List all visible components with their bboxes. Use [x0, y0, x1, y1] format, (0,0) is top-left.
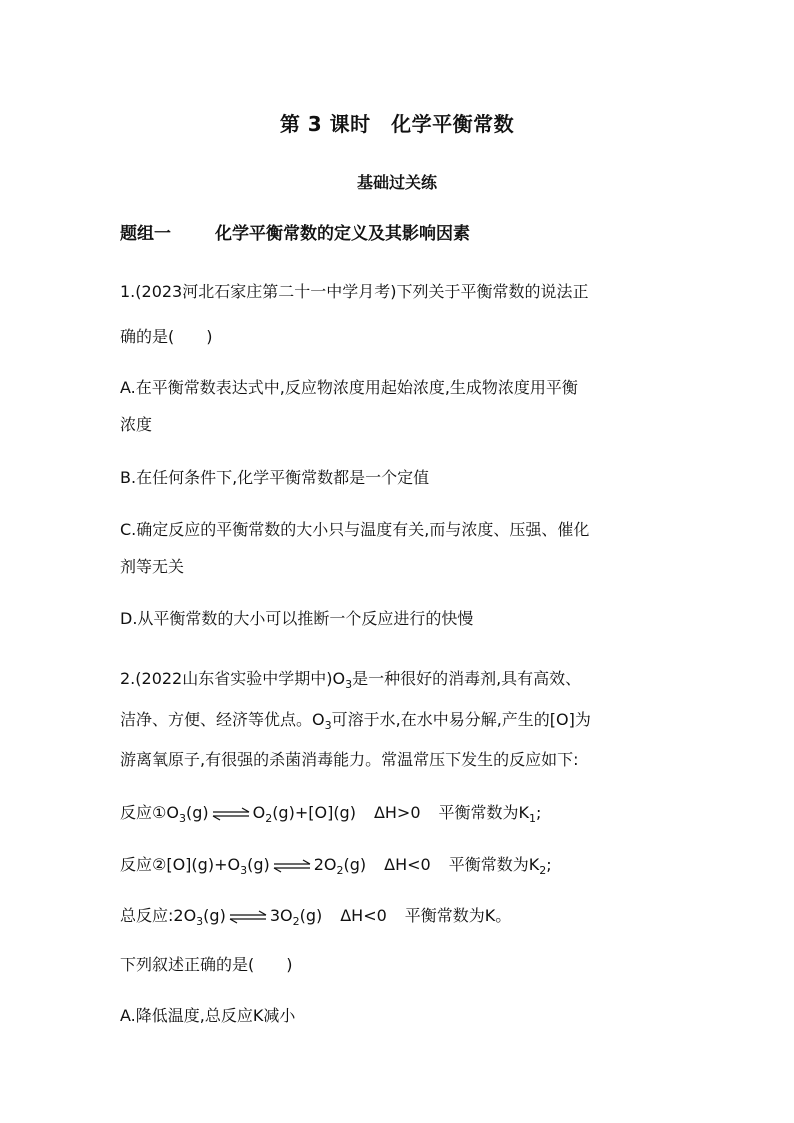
reaction-text: O [252, 803, 266, 822]
enthalpy-change: ΔH<0 [340, 906, 387, 925]
equilibrium-constant-label: 平衡常数为K [448, 855, 540, 874]
q2-stem-text: 可溶于水,在水中易分解,产生的[O]为 [331, 710, 591, 729]
subscript: 1 [529, 812, 537, 825]
subscript: 3 [196, 915, 204, 928]
q2-question-text: 下列叙述正确的是( [120, 955, 255, 974]
reaction-text: ; [546, 855, 552, 874]
q1-option-a-line2: 浓度 [120, 415, 153, 434]
reaction-text: (g) [247, 855, 270, 874]
subscript: 3 [324, 719, 332, 732]
subscript: 2 [336, 864, 344, 877]
q2-stem-text: 2.(2022山东省实验中学期中)O [120, 669, 346, 688]
subscript: 2 [265, 812, 273, 825]
page-title: 第 3 课时 化学平衡常数 [279, 112, 515, 136]
group-text: 化学平衡常数的定义及其影响因素 [215, 224, 470, 244]
reaction-1 [120, 800, 541, 825]
q1-stem-line2 [120, 324, 213, 347]
equilibrium-constant-label: 平衡常数为K。 [404, 906, 512, 925]
question-group-heading [120, 219, 470, 244]
q1-stem-line1: 1.(2023河北石家庄第二十一中学月考)下列关于平衡常数的说法正 [120, 282, 589, 301]
reaction-text: (g) [185, 803, 209, 822]
q2-stem-text: 是一种很好的消毒剂,具有高效、 [352, 669, 582, 688]
subscript: 2 [292, 915, 300, 928]
reaction-total [120, 903, 511, 928]
q1-stem-text: 确的是( [120, 327, 175, 346]
q2-question-close: ) [286, 955, 293, 974]
reaction-text: 3O [269, 906, 293, 925]
reaction-text: 2O [313, 855, 337, 874]
group-label: 题组一 [120, 224, 171, 244]
q1-option-b: B.在任何条件下,化学平衡常数都是一个定值 [120, 468, 430, 487]
reaction-text: ; [536, 803, 542, 822]
q2-stem-line3: 游离氧原子,有很强的杀菌消毒能力。常温常压下发生的反应如下: [120, 750, 579, 769]
q1-option-a-line1: A.在平衡常数表达式中,反应物浓度用起始浓度,生成物浓度用平衡 [120, 378, 578, 397]
q2-option-a: A.降低温度,总反应K减小 [120, 1006, 296, 1025]
q2-stem-line1 [120, 666, 581, 691]
equilibrium-arrow-icon [272, 859, 312, 873]
q1-stem-close: ) [206, 327, 213, 346]
subscript: 3 [345, 678, 353, 691]
enthalpy-change: ΔH<0 [384, 855, 431, 874]
q2-question [120, 952, 293, 975]
equilibrium-arrow-icon [211, 807, 251, 821]
equilibrium-arrow-icon [228, 910, 268, 924]
subscript: 2 [539, 864, 547, 877]
reaction-text: (g) [299, 906, 323, 925]
q2-stem-text: 洁净、方便、经济等优点。O [120, 710, 325, 729]
reaction-text: (g) [203, 906, 226, 925]
subscript: 3 [178, 812, 186, 825]
reaction-2 [120, 852, 552, 877]
enthalpy-change: ΔH>0 [373, 803, 421, 822]
reaction-text: (g) [343, 855, 367, 874]
q1-option-c-line1: C.确定反应的平衡常数的大小只与温度有关,而与浓度、压强、催化 [120, 520, 590, 539]
q2-stem-line2 [120, 707, 591, 732]
equilibrium-constant-label: 平衡常数为K [438, 803, 530, 822]
q1-option-d: D.从平衡常数的大小可以推断一个反应进行的快慢 [120, 609, 474, 628]
reaction-text: 总反应:2O [120, 906, 197, 925]
q1-option-c-line2: 剂等无关 [120, 557, 185, 576]
reaction-text: (g)+[O](g) [272, 803, 356, 822]
subscript: 3 [240, 864, 248, 877]
section-subtitle: 基础过关练 [356, 173, 437, 192]
reaction-text: 反应①O [120, 803, 179, 822]
reaction-text: 反应②[O](g)+O [120, 855, 241, 874]
